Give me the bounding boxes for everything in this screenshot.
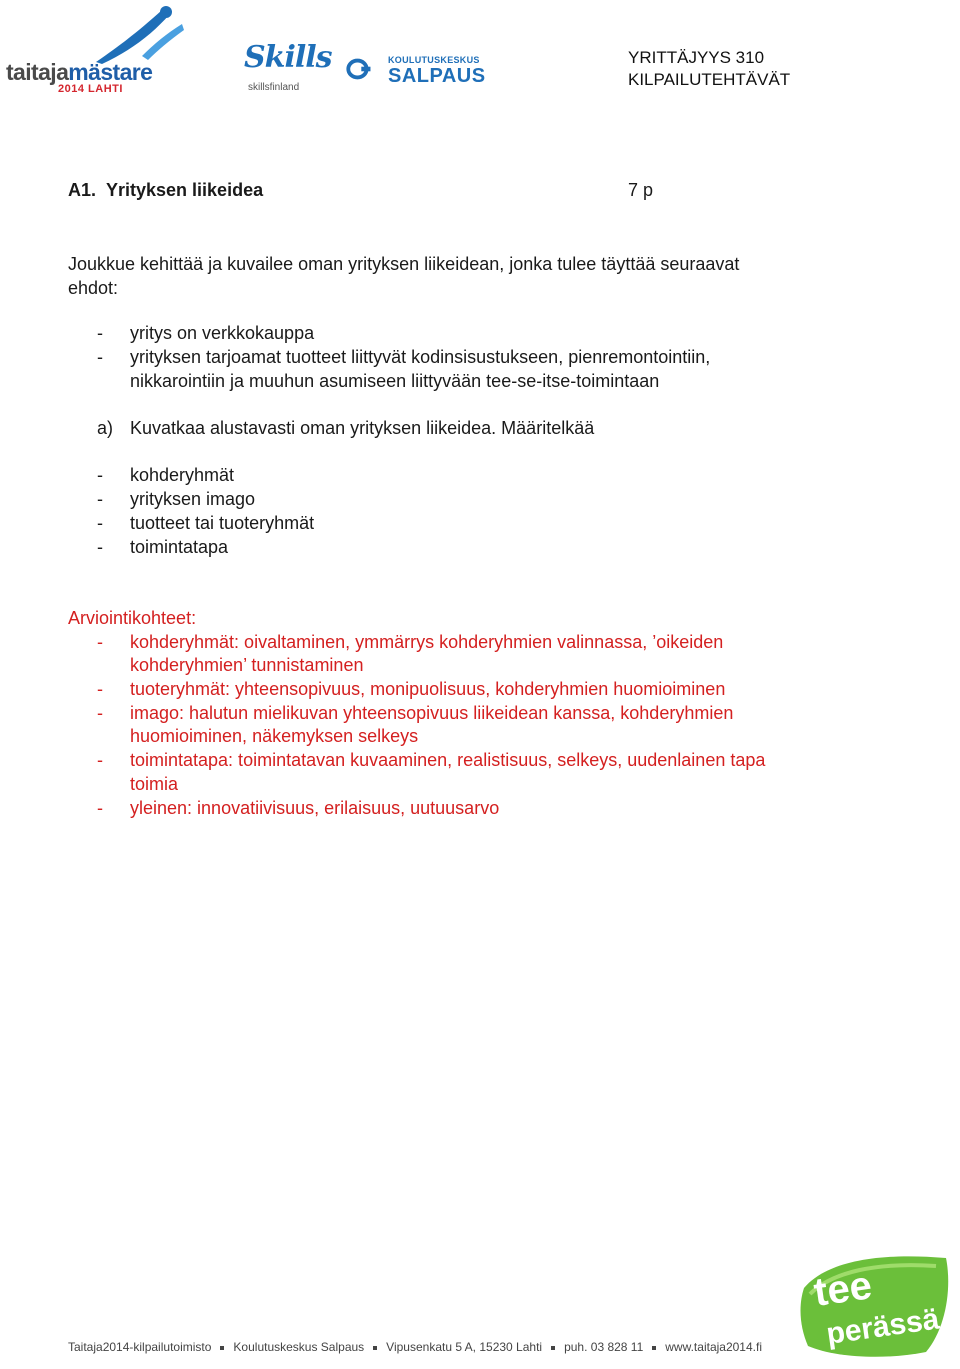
intro-line-2: ehdot: xyxy=(68,278,119,298)
list-dash: - xyxy=(97,679,103,699)
list-dash: - xyxy=(97,798,103,818)
list-dash: - xyxy=(97,703,103,723)
task-points: 7 p xyxy=(628,180,654,200)
salpaus-top-text: KOULUTUSKESKUS xyxy=(388,55,480,65)
salpaus-logo xyxy=(346,52,486,92)
subtask-label: a) xyxy=(97,418,114,438)
footer-address: Vipusenkatu 5 A, 15230 Lahti xyxy=(386,1340,543,1354)
criteria-item: toimintatapa: toimintatavan kuvaaminen, realistisuus, selkeys, uudenlainen tapa xyxy=(130,750,766,770)
define-item: yrityksen imago xyxy=(130,489,256,509)
tee-logo-word-2: perässä xyxy=(824,1302,942,1351)
footer-separator xyxy=(220,1346,224,1350)
criteria-item: imago: halutun mielikuvan yhteensopivuus liikeidean kanssa, kohderyhmien xyxy=(130,703,734,723)
condition-item: yritys on verkkokauppa xyxy=(130,323,315,343)
criteria-item: yleinen: innovatiivisuus, erilaisuus, uutuusarvo xyxy=(130,798,500,818)
salpaus-main-text: SALPAUS xyxy=(388,65,486,87)
task-title: Yrityksen liikeidea xyxy=(106,180,264,200)
taitaja-year: 2014 LAHTI xyxy=(58,83,123,95)
header-line-1: YRITTÄJYYS 310 xyxy=(628,48,765,67)
list-dash: - xyxy=(97,632,103,652)
criteria-heading: Arviointikohteet: xyxy=(68,608,197,628)
list-dash: - xyxy=(97,513,103,533)
skills-mark: Skills xyxy=(244,40,332,75)
criteria-item: kohderyhmät: oivaltaminen, ymmärrys kohderyhmien valinnassa, ’oikeiden xyxy=(130,632,724,652)
taitaja-swoosh-icon xyxy=(92,4,188,66)
condition-item-cont: nikkarointiin ja muuhun asumiseen liittyvään tee-se-itse-toimintaan xyxy=(130,371,660,391)
footer-office: Taitaja2014-kilpailutoimisto xyxy=(68,1340,212,1354)
criteria-item: tuoteryhmät: yhteensopivuus, monipuolisuus, kohderyhmien huomioiminen xyxy=(130,679,726,699)
footer-org: Koulutuskeskus Salpaus xyxy=(233,1340,365,1354)
footer-phone: puh. 03 828 11 xyxy=(564,1340,644,1354)
intro-line-1: Joukkue kehittää ja kuvailee oman yrityksen liikeidean, jonka tulee täyttää seuraavat xyxy=(68,254,740,274)
criteria-item-cont: toimia xyxy=(130,774,179,794)
define-item: kohderyhmät xyxy=(130,465,235,485)
criteria-item-cont: huomioiminen, näkemyksen selkeys xyxy=(130,726,419,746)
skills-sub: skillsfinland xyxy=(248,82,300,93)
task-number: A1. xyxy=(68,180,97,200)
list-dash: - xyxy=(97,465,103,485)
salpaus-ring-icon xyxy=(346,56,372,82)
document-header-title xyxy=(628,47,790,91)
list-dash: - xyxy=(97,489,103,509)
footer-website[interactable]: www.taitaja2014.fi xyxy=(665,1340,762,1354)
tee-perassa-badge-icon xyxy=(796,1248,958,1364)
tee-perassa-logo xyxy=(796,1248,958,1364)
list-dash: - xyxy=(97,347,103,367)
tee-logo-word-1: tee xyxy=(811,1263,875,1315)
criteria-item-cont: kohderyhmien’ tunnistaminen xyxy=(130,655,364,675)
skills-finland-logo xyxy=(244,40,332,100)
footer-separator xyxy=(652,1346,656,1350)
header-line-2: KILPAILUTEHTÄVÄT xyxy=(628,70,791,89)
list-dash: - xyxy=(97,750,103,770)
subtask-text: Kuvatkaa alustavasti oman yrityksen liikeidea. Määritelkää xyxy=(130,418,595,438)
list-dash: - xyxy=(97,537,103,557)
define-item: tuotteet tai tuoteryhmät xyxy=(130,513,315,533)
taitaja-logo xyxy=(4,4,194,96)
footer-contact xyxy=(68,1340,762,1354)
define-item: toimintatapa xyxy=(130,537,229,557)
footer-separator xyxy=(373,1346,377,1350)
footer-separator xyxy=(551,1346,555,1350)
condition-item: yrityksen tarjoamat tuotteet liittyvät kodinsisustukseen, pienremontointiin, xyxy=(130,347,711,367)
taitaja-wordmark: taitajamästare xyxy=(6,59,153,85)
list-dash: - xyxy=(97,323,103,343)
